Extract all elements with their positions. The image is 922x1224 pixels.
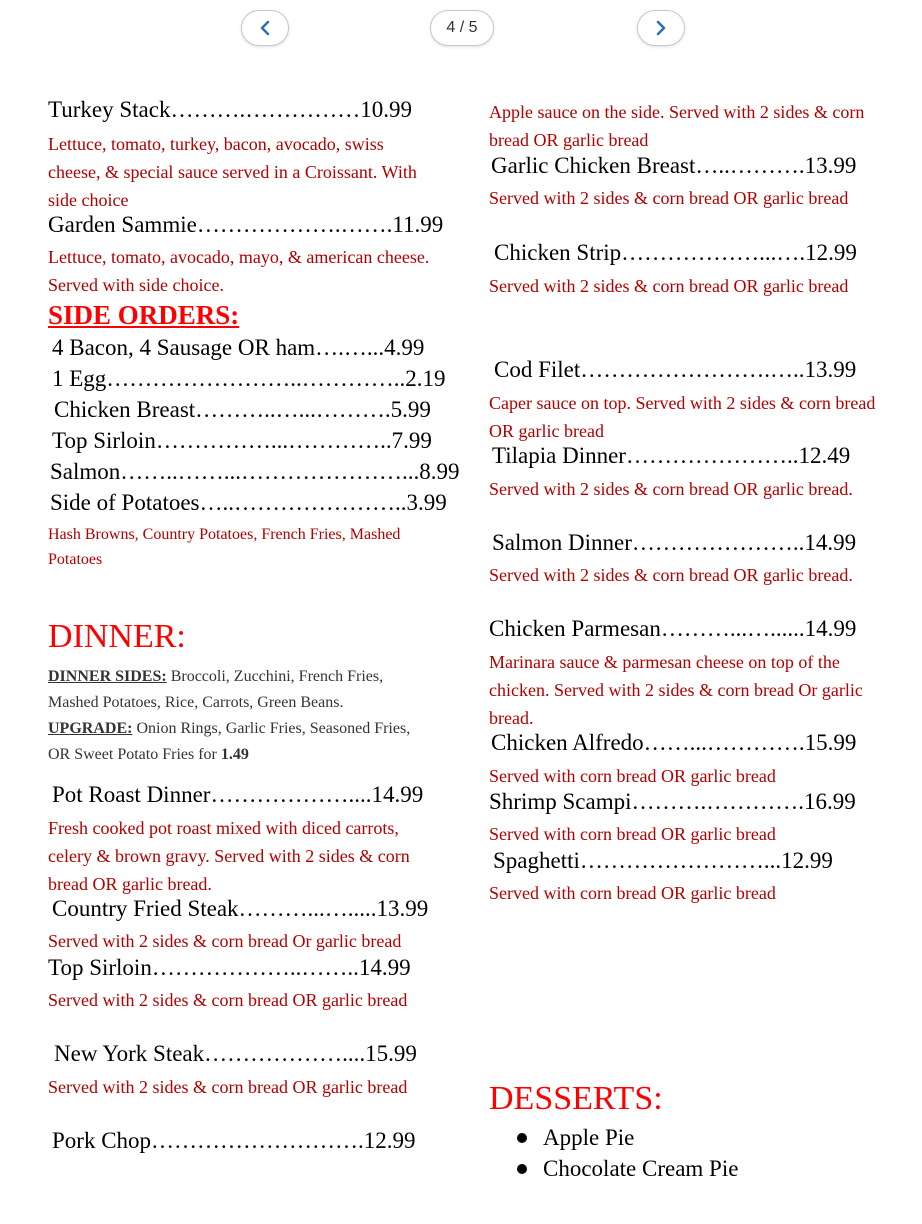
item-description: Fresh cooked pot roast mixed with diced carrots, celery & brown gravy. Served with 2 sides & corn bread OR garlic bread. [48,818,410,894]
dinner-sides-text: Broccoli, Zucchini, French Fries, Mashed Potatoes, Rice, Carrots, Green Beans. [48,668,384,711]
previous-page-button[interactable] [241,10,289,46]
menu-item-country-fried-steak: Country Fried Steak………...….....13.99 [52,896,429,921]
dinner-sides-note [48,664,436,768]
item-description: Served with corn bread OR garlic bread [489,766,776,786]
dinner-sides-label: DINNER SIDES: [48,668,167,685]
menu-item-pot-roast: Pot Roast Dinner………………....14.99 [52,782,424,807]
upgrade-price: 1.49 [220,746,249,763]
next-page-button[interactable] [637,10,685,46]
menu-item-chicken-parmesan: Chicken Parmesan………...…......14.99 [489,616,857,641]
chevron-right-icon [654,20,668,36]
side-order-item: Side of Potatoes…..…………………..3.99 [50,490,447,515]
menu-item-cod-filet: Cod Filet…………………….…..13.99 [494,357,857,382]
menu-item-pork-chop: Pork Chop……………………….12.99 [52,1128,416,1153]
item-description: Apple sauce on the side. Served with 2 sides & corn bread OR garlic bread [489,102,865,150]
item-description: Served with 2 sides & corn bread OR garlic bread. [489,565,853,585]
item-description: Served with 2 sides & corn bread OR garlic bread [489,188,849,208]
bullet-icon [517,1133,527,1143]
desserts-list [515,1122,738,1184]
item-description: Lettuce, tomato, turkey, bacon, avocado, swiss cheese, & special sauce served in a Croissant. With side choice [48,134,417,210]
menu-item-garden-sammie: Garden Sammie……………….…….11.99 [48,212,444,237]
chevron-left-icon [258,20,272,36]
side-order-item: 1 Egg……………………..…………..2.19 [52,366,446,391]
item-description: Served with 2 sides & corn bread OR garlic bread [48,1077,408,1097]
side-order-item: 4 Bacon, 4 Sausage OR ham….…...4.99 [52,335,425,360]
menu-item-tilapia-dinner: Tilapia Dinner…………………..12.49 [492,443,851,468]
item-description: Lettuce, tomato, avocado, mayo, & american cheese. Served with side choice. [48,247,430,295]
item-description: Served with corn bread OR garlic bread [489,824,776,844]
potatoes-description: Hash Browns, Country Potatoes, French Fries, Mashed Potatoes [48,526,401,568]
dinner-heading: DINNER: [48,618,186,655]
upgrade-label: UPGRADE: [48,720,133,737]
menu-item-garlic-chicken-breast: Garlic Chicken Breast…..……….13.99 [491,153,857,178]
menu-item-spaghetti: Spaghetti……………………...12.99 [493,848,833,873]
item-description: Served with 2 sides & corn bread Or garlic bread [48,931,402,951]
menu-item-salmon-dinner: Salmon Dinner…………………..14.99 [492,530,857,555]
menu-item-chicken-alfredo: Chicken Alfredo……...………….15.99 [491,730,857,755]
item-description: Served with 2 sides & corn bread OR garlic bread. [489,479,853,499]
side-order-item: Chicken Breast………..…...……….5.99 [54,397,431,422]
menu-item-shrimp-scampi: Shrimp Scampi……….………….16.99 [489,789,856,814]
desserts-heading: DESSERTS: [489,1080,663,1117]
dessert-name: Apple Pie [543,1125,635,1150]
menu-item-chicken-strip: Chicken Strip………………...….12.99 [494,240,857,265]
side-order-item: Top Sirloin……………...…………..7.99 [52,428,432,453]
item-description: Served with 2 sides & corn bread OR garlic bread [48,990,408,1010]
item-description: Caper sauce on top. Served with 2 sides & corn bread OR garlic bread [489,393,876,441]
dessert-name: Chocolate Cream Pie [543,1156,739,1181]
menu-item-top-sirloin: Top Sirloin………………..……..14.99 [48,955,411,980]
menu-item-turkey-stack: Turkey Stack……….……………10.99 [48,97,412,122]
side-orders-heading: SIDE ORDERS: [48,300,240,330]
item-description: Marinara sauce & parmesan cheese on top of the chicken. Served with 2 sides & corn bread Or garlic bread. [489,652,863,728]
list-item [515,1153,738,1184]
menu-item-new-york-steak: New York Steak………………....15.99 [54,1041,417,1066]
item-description: Served with 2 sides & corn bread OR garlic bread [489,276,849,296]
upgrade-text: Onion Rings, Garlic Fries, Seasoned Fries, OR Sweet Potato Fries for [48,720,411,763]
bullet-icon [517,1164,527,1174]
side-order-item: Salmon……..……...…………………...8.99 [50,459,460,484]
list-item [515,1122,738,1153]
page-counter: 4 / 5 [430,10,494,46]
item-description: Served with corn bread OR garlic bread [489,883,776,903]
